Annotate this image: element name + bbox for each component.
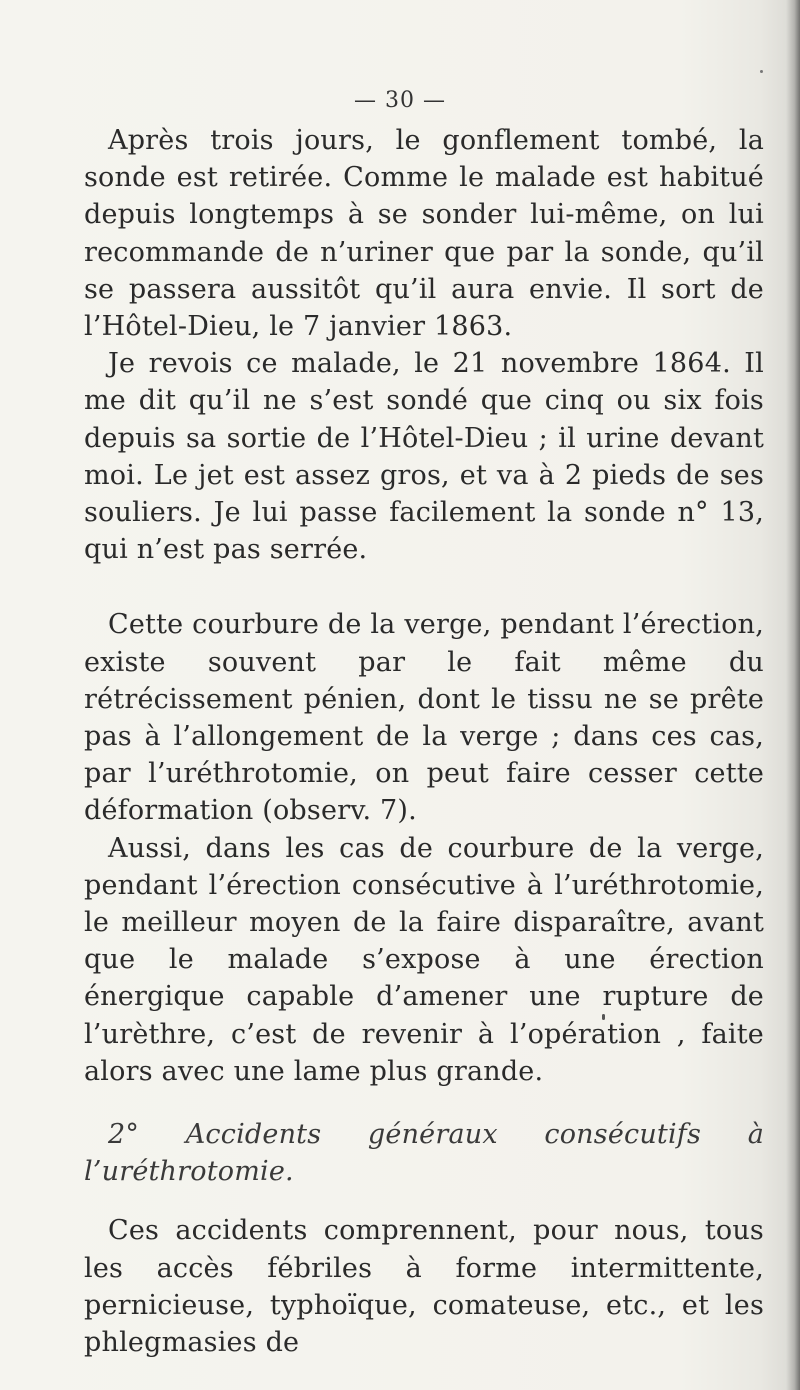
paragraph: Ces accidents comprennent, pour nous, tous les accès fébriles à forme intermittente, pernicieuse, typhoïque, comateuse, etc., et les phlegmasies de	[84, 1215, 764, 1359]
page-edge-shadow	[786, 0, 800, 1390]
paragraph: Je revois ce malade, le 21 novembre 1864. Il me dit qu’il ne s’est sondé que cinq ou six fois depuis sa sortie de l’Hôtel-Dieu ; il urine devant moi. Le jet est assez gros, et va à 2 pieds de ses souliers. Je lui passe facilement la sonde n° 13, qui n’est pas serrée.	[84, 348, 764, 566]
page-number: — 30 —	[354, 88, 446, 113]
paper-speck	[760, 70, 763, 73]
section-heading: 2° Accidents généraux consécutifs à l’uréthrotomie.	[84, 1119, 764, 1188]
body-text	[84, 122, 764, 1361]
paragraph: Après trois jours, le gonflement tombé, la sonde est retirée. Comme le malade est habitué depuis longtemps à se sonder lui-même, on lui recommande de n’uriner que par la sonde, qu’il se passera aussitôt qu’il aura envie. Il sort de l’Hôtel-Dieu, le 7 janvier 1863.	[84, 125, 764, 343]
paragraph: Aussi, dans les cas de courbure de la verge, pendant l’érection consécutive à l’uréthrotomie, le meilleur moyen de la faire disparaître, avant que le malade s’expose à une érection énergique capable d’amener une rupture de l’urèthre, c’est de revenir à l’opération , faite alors avec une lame plus grande.	[84, 832, 764, 1087]
paragraph: Cette courbure de la verge, pendant l’érection, existe souvent par le fait même du rétrécissement pénien, dont le tissu ne se prête pas à l’allongement de la verge ; dans ces cas, par l’uréthrotomie, on peut faire cesser cette déformation (observ. 7).	[84, 609, 764, 827]
